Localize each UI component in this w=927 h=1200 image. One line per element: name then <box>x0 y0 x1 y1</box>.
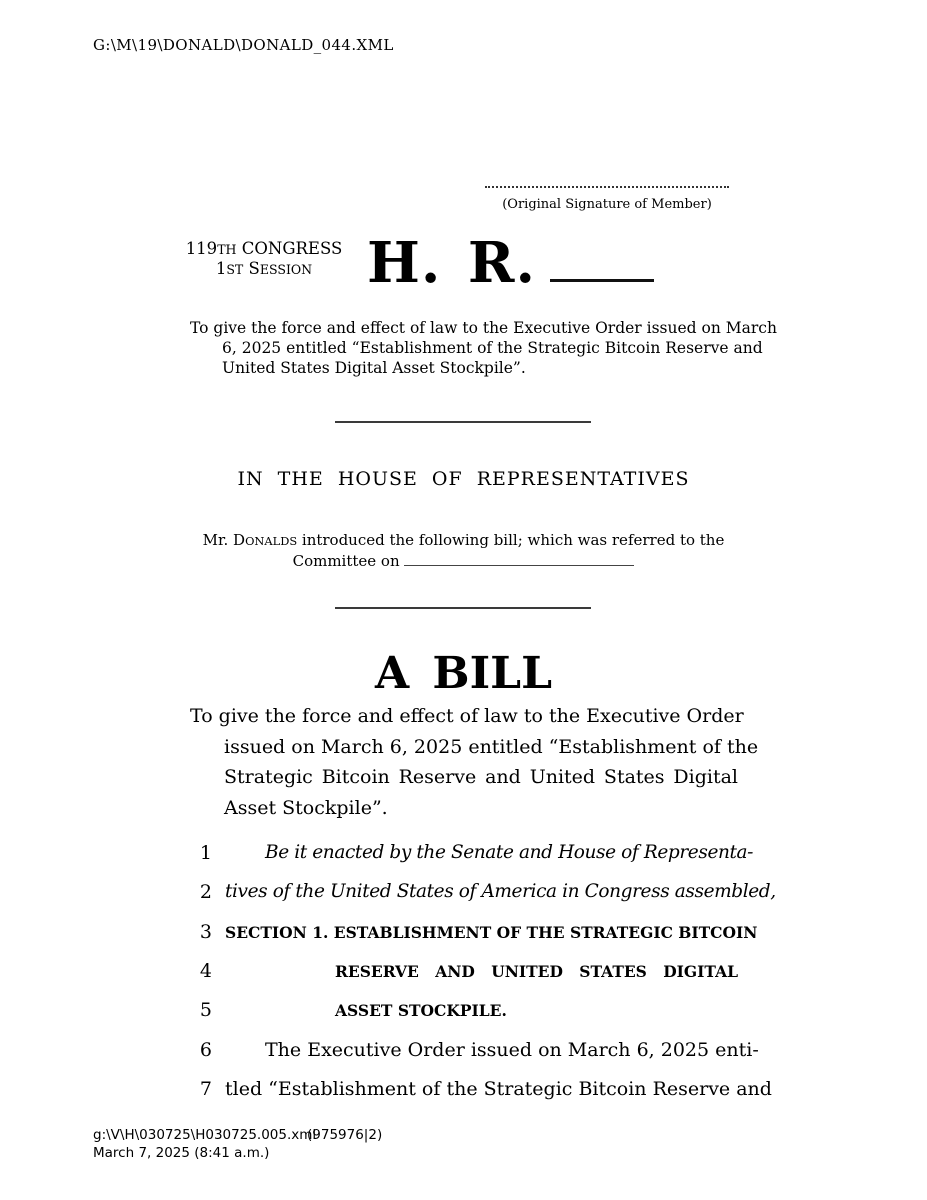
official-title-line: issued on March 6, 2025 entitled “Establishment of the <box>224 735 759 758</box>
introduction-block <box>0 530 927 571</box>
body-line <box>190 919 758 949</box>
signature-dotted-line <box>485 186 729 188</box>
body-line <box>190 958 738 988</box>
line-text: Be it enacted by the Senate and House of Representa- <box>265 842 754 863</box>
long-title-top-line: To give the force and effect of law to the Executive Order issued on March <box>190 319 777 337</box>
line-number: 2 <box>199 881 212 903</box>
official-title-line: Asset Stockpile”. <box>224 796 388 819</box>
hr-number-heading <box>367 230 654 296</box>
hr-label: H. R. <box>367 230 536 296</box>
committee-label: Committee on <box>292 552 405 570</box>
line-number: 1 <box>199 842 212 864</box>
house-heading: IN THE HOUSE OF REPRESENTATIVES <box>237 468 690 490</box>
horizontal-rule-lower <box>335 607 591 609</box>
session-line: 1ST SESSION <box>215 259 313 278</box>
line-number: 7 <box>199 1078 212 1100</box>
footer-date: March 7, 2025 (8:41 a.m.) <box>93 1145 270 1161</box>
body-line <box>190 1037 759 1067</box>
committee-blank-line <box>404 552 634 566</box>
body-line <box>190 1076 772 1106</box>
long-title-top-line: United States Digital Asset Stockpile”. <box>222 359 526 377</box>
line-number: 6 <box>199 1039 212 1061</box>
footer-code: (975976|2) <box>307 1127 383 1143</box>
official-title <box>190 701 759 823</box>
line-text: ASSET STOCKPILE. <box>335 1001 507 1020</box>
introduction-line: Mr. DONALDS introduced the following bill; which was referred to the <box>202 531 725 549</box>
long-title-top-line: 6, 2025 entitled “Establishment of the Strategic Bitcoin Reserve and <box>222 339 763 357</box>
long-title-top <box>190 318 777 378</box>
committee-line <box>0 551 927 571</box>
official-title-line: To give the force and effect of law to the Executive Order <box>190 705 744 727</box>
congress-session-block <box>184 239 344 279</box>
footer-file-path: g:\V\H\030725\H030725.005.xml <box>93 1127 317 1143</box>
official-title-line: Strategic Bitcoin Reserve and United States Digital <box>224 766 738 788</box>
line-number: 3 <box>199 921 212 943</box>
line-text: tives of the United States of America in Congress assembled, <box>225 881 776 902</box>
hr-number-blank-line <box>550 237 654 282</box>
body-line <box>190 879 776 909</box>
footer-row <box>93 1126 383 1144</box>
signature-caption: (Original Signature of Member) <box>502 197 712 212</box>
body-line <box>190 840 754 870</box>
line-text: The Executive Order issued on March 6, 2025 enti- <box>265 1039 759 1061</box>
line-number: 4 <box>199 960 212 982</box>
line-text: tled “Establishment of the Strategic Bitcoin Reserve and <box>225 1078 772 1100</box>
signature-block <box>485 186 729 212</box>
header-file-path: G:\M\19\DONALD\DONALD_044.XML <box>93 36 394 54</box>
bill-heading: A BILL <box>374 648 553 699</box>
body-line <box>190 997 738 1027</box>
line-text: RESERVE AND UNITED STATES DIGITAL <box>335 962 738 981</box>
congress-line: 119TH CONGRESS <box>185 239 343 258</box>
line-text: SECTION 1. ESTABLISHMENT OF THE STRATEGIC BITCOIN <box>225 923 758 942</box>
footer-block <box>93 1126 383 1162</box>
horizontal-rule-upper <box>335 421 591 423</box>
line-number: 5 <box>199 999 212 1021</box>
